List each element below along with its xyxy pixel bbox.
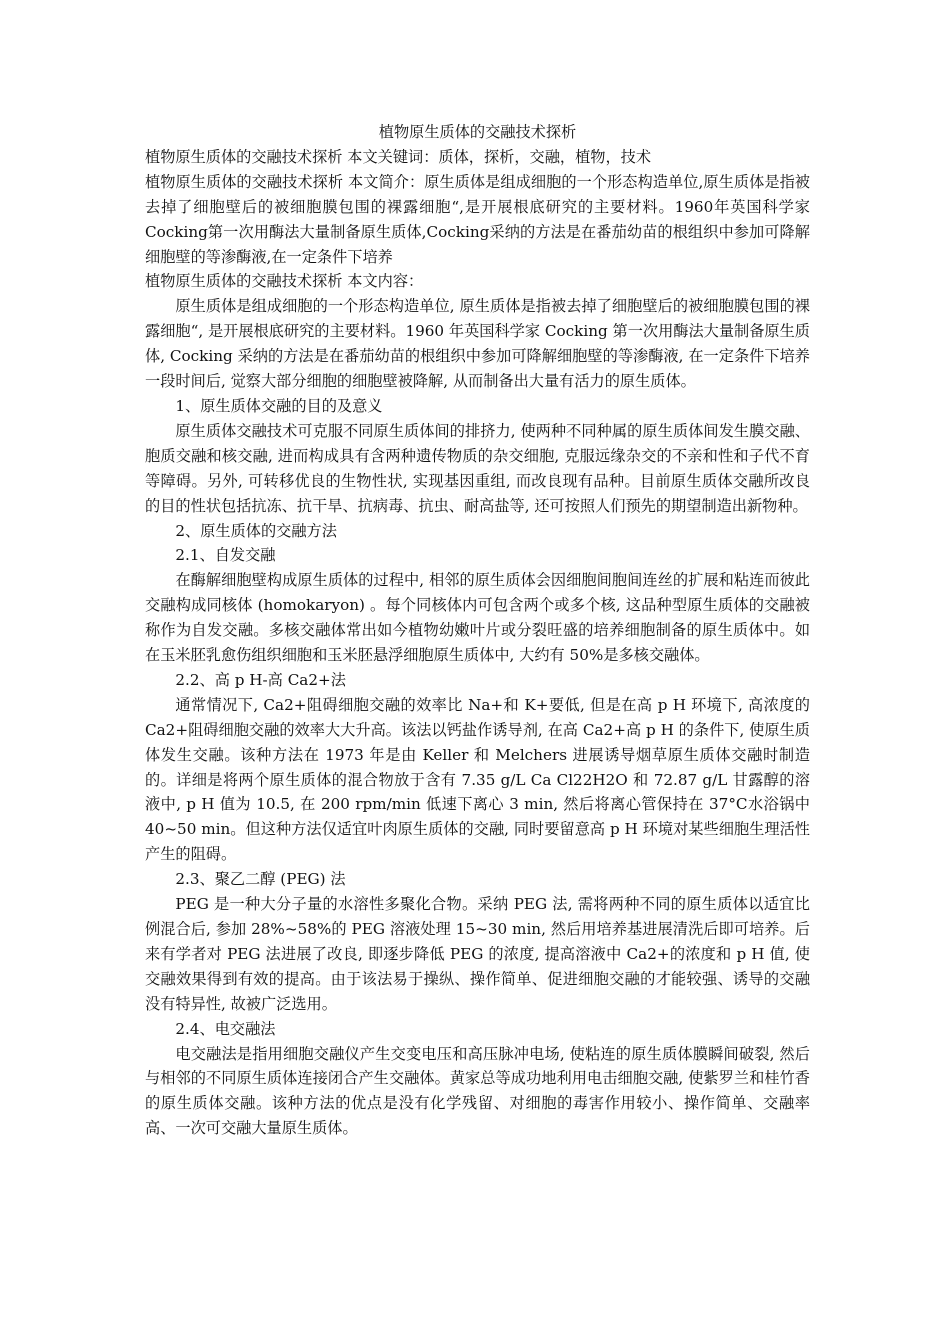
section-heading: 1、原生质体交融的目的及意义 (175, 396, 383, 415)
content-label: 植物原生质体的交融技术探析 本文内容： (145, 272, 424, 291)
body-paragraph: 在酶解细胞壁构成原生质体的过程中, 相邻的原生质体会因细胞间胞间连丝的扩展和粘连而彼此交融构成同核体 (homokaryon) 。每个同核体内可包含两个或多个核, 这品种型原生质体的交融被称作为自发交融。多核交融体常出如今植物幼嫩叶片或分裂旺盛的培养细胞制备的原生质体中。如在玉米胚乳愈伤组织细胞和玉米胚悬浮细胞原生质体中, 大约有 50%是多核交融体。 (145, 571, 810, 665)
section-heading: 2、原生质体的交融方法 (175, 521, 337, 540)
subsection-heading: 2.3、聚乙二醇 (PEG) 法 (175, 870, 346, 889)
summary-paragraph: 植物原生质体的交融技术探析 本文简介：原生质体是组成细胞的一个形态构造单位,原生质体是指被去掉了细胞壁后的被细胞膜包围的裸露细胞“,是开展根底研究的主要材料。1960年英国科学家Cocking第一次用酶法大量制备原生质体,Cocking采纳的方法是在番茄幼苗的根组织中参加可降解细胞壁的等渗酶液,在一定条件下培养 (145, 172, 810, 266)
body-paragraph: PEG 是一种大分子量的水溶性多聚化合物。采纳 PEG 法, 需将两种不同的原生质体以适宜比例混合后, 参加 28%~58%的 PEG 溶液处理 15~30 min, 然后用培养基进展清洗后即可培养。后来有学者对 PEG 法进展了改良, 即逐步降低 PEG 的浓度, 提高溶液中 Ca2+的浓度和 p H 值, 使交融效果得到有效的提高。由于该法易于操纵、操作简单、促进细胞交融的才能较强、诱导的交融没有特异性, 故被广泛选用。 (145, 895, 810, 1013)
body-paragraph: 原生质体交融技术可克服不同原生质体间的排挤力, 使两种不同种属的原生质体间发生膜交融、胞质交融和核交融, 进而构成具有含两种遗传物质的杂交细胞, 克服远缘杂交的不亲和性和子代不育等障碍。另外, 可转移优良的生物性状, 实现基因重组, 而改良现有品种。目前原生质体交融所改良的目的性状包括抗冻、抗干旱、抗病毒、抗虫、耐高盐等, 还可按照人们预先的期望制造出新物种。 (145, 421, 810, 515)
subsection-heading: 2.4、电交融法 (175, 1019, 276, 1038)
subsection-heading: 2.1、自发交融 (175, 546, 276, 565)
keywords-line: 植物原生质体的交融技术探析 本文关键词：质体，探析，交融，植物，技术 (145, 147, 652, 166)
document-page (145, 120, 810, 1141)
body-paragraph: 原生质体是组成细胞的一个形态构造单位, 原生质体是指被去掉了细胞壁后的被细胞膜包围的裸露细胞“, 是开展根底研究的主要材料。1960 年英国科学家 Cocking 第一次用酶法大量制备原生质体, Cocking 采纳的方法是在番茄幼苗的根组织中参加可降解细胞壁的等渗酶液, 在一定条件下培养一段时间后, 觉察大部分细胞的细胞壁被降解, 从而制备出大量有活力的原生质体。 (145, 297, 810, 391)
body-paragraph: 电交融法是指用细胞交融仪产生交变电压和高压脉冲电场, 使粘连的原生质体膜瞬间破裂, 然后与相邻的不同原生质体连接闭合产生交融体。黄家总等成功地利用电击细胞交融, 使紫罗兰和桂竹香的原生质体交融。该种方法的优点是没有化学残留、对细胞的毒害作用较小、操作简单、交融率高、一次可交融大量原生质体。 (145, 1044, 810, 1138)
document-title: 植物原生质体的交融技术探析 (378, 123, 577, 141)
body-paragraph: 通常情况下, Ca2+阻碍细胞交融的效率比 Na+和 K+要低, 但是在高 p H 环境下, 高浓度的 Ca2+阻碍细胞交融的效率大大升高。该法以钙盐作诱导剂, 在高 Ca2+高 p H 的条件下, 使原生质体发生交融。该种方法在 1973 年是由 Keller 和 Melchers 进展诱导烟草原生质体交融时制造的。详细是将两个原生质体的混合物放于含有 7.35 g/L Ca Cl22H2O 和 72.87 g/L 甘露醇的溶液中, p H 值为 10.5, 在 200 rpm/min 低速下离心 3 min, 然后将离心管保持在 37°C水浴锅中 40~50 min。但这种方法仅适宜叶肉原生质体的交融, 同时要留意高 p H 环境对某些细胞生理活性产生的阻碍。 (145, 695, 810, 864)
subsection-heading: 2.2、高 p H-高 Ca2+法 (175, 670, 346, 689)
